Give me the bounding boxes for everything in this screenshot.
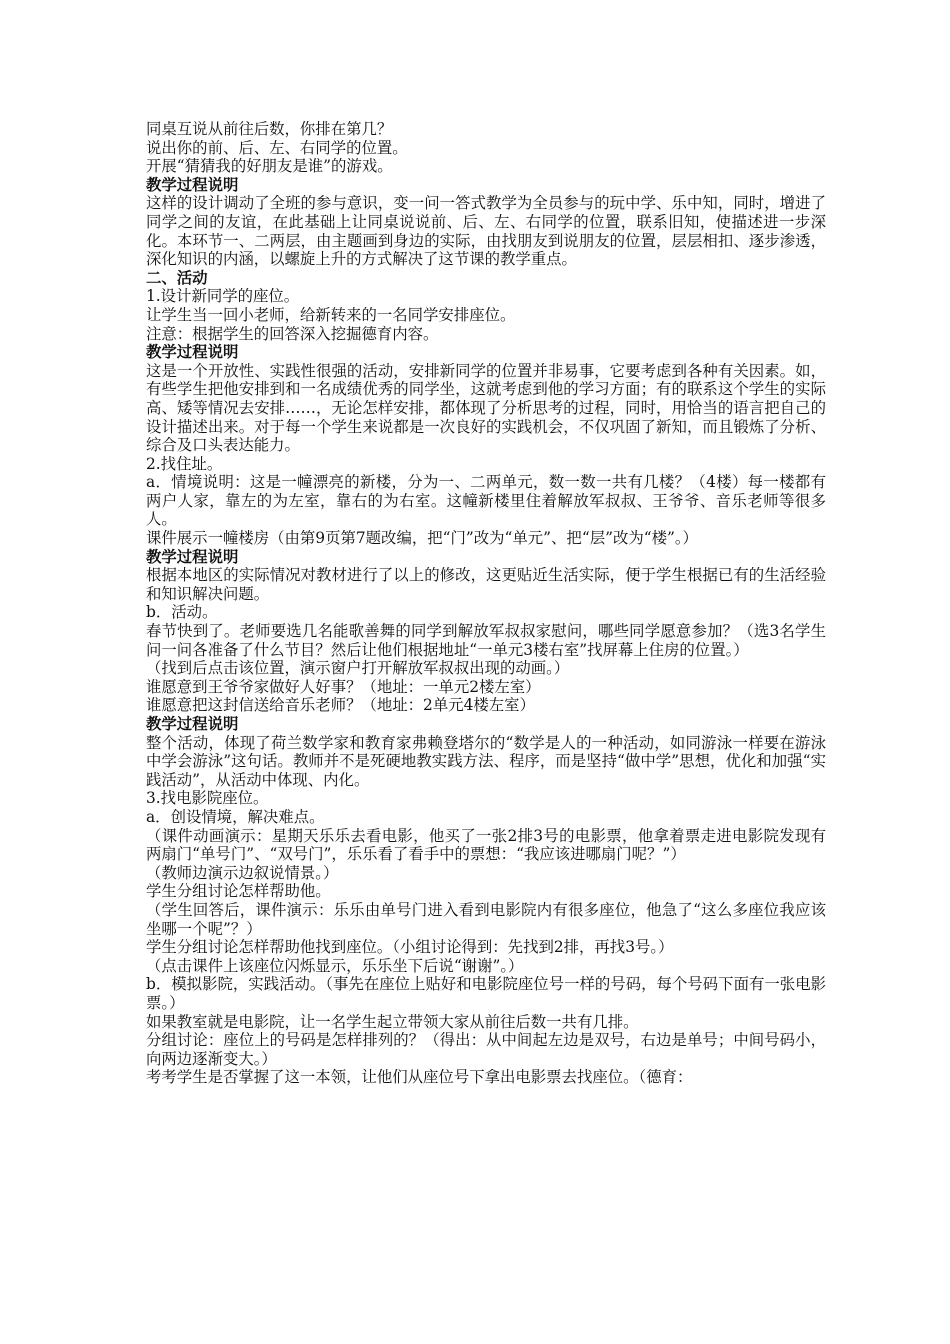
paragraph-line: 学生分组讨论怎样帮助他。 — [146, 882, 331, 901]
paragraph-line: 如果教室就是电影院，让一名学生起立带领大家从前往后数一共有几排。 — [146, 1012, 639, 1031]
paragraph-line: 春节快到了。老师要选几名能歌善舞的同学到解放军叔叔家慰问，哪些同学愿意参加？（选3名学生问一问各准备了什么节目？然后让他们根据地址“一单元3楼右室”找屏幕上住房的位置。） — [146, 622, 826, 659]
paragraph-line: （学生回答后，课件演示：乐乐由单号门进入看到电影院内有很多座位，他急了“这么多座位我应该坐哪一个呢”？） — [146, 900, 826, 938]
paragraph-line: 注意：根据学生的回答深入挖掘德育内容。 — [146, 324, 439, 343]
paragraph-line: （课件动画演示：星期天乐乐去看电影，他买了一张2排3号的电影票，他拿着票走进电影院发现有两扇门“单号门”、“双号门”，乐乐看了看手中的票想：“我应该进哪扇门呢？”） — [146, 826, 826, 864]
paragraph-line: 同桌互说从前往后数，你排在第几？ — [146, 120, 393, 138]
paragraph-line: 学生分组讨论怎样帮助他找到座位。（小组讨论得到：先找到2排，再找3号。） — [146, 938, 674, 957]
paragraph-line: 2.找住址。 — [146, 454, 223, 473]
paragraph-line: 这是一个开放性、实践性很强的活动，安排新同学的位置并非易事，它要考虑到各种有关因素。如，有些学生把他安排到和一名成绩优秀的同学坐，这就考虑到他的学习方面；有的联系这个学生的实际高、矮等情况去安排……，无论怎样安排，都体现了分析思考的过程，同时，用恰当的语言把自己的设计描述出来。对于每一个学生来说都是一次良好的实践机会，不仅巩固了新知，而且锻炼了分析、综合及口头表达能力。 — [146, 361, 826, 455]
paragraph-line: 1.设计新同学的座位。 — [146, 287, 300, 306]
paragraph-line: 开展“猜猜我的好朋友是谁”的游戏。 — [146, 157, 393, 176]
paragraph-line: （点击课件上该座位闪烁显示，乐乐坐下后说“谢谢”。） — [146, 956, 524, 975]
paragraph-line: 谁愿意到王爷爷家做好人好事？（地址：一单元2楼左室） — [146, 677, 541, 696]
paragraph-line: 说出你的前、后、左、右同学的位置。 — [146, 138, 408, 157]
paragraph-line: 让学生当一回小老师，给新转来的一名同学安排座位。 — [146, 305, 516, 324]
paragraph-line: （找到后点击该位置，演示窗户打开解放军叔叔出现的动画。） — [146, 659, 570, 678]
paragraph-line: 分组讨论：座位上的号码是怎样排列的？（得出：从中间起左边是双号，右边是单号；中间号码小，向两边逐渐变大。） — [146, 1031, 826, 1068]
paragraph-line: 考考学生是否掌握了这一本领，让他们从座位号下拿出电影票去找座位。（德育： — [146, 1068, 693, 1087]
section-heading: 教学过程说明 — [146, 715, 239, 733]
paragraph-line: 整个活动，体现了荷兰数学家和教育家弗赖登塔尔的“数学是人的一种活动，如同游泳一样要在游泳中学会游泳”这句话。教师并不是死硬地教实践方法、程序，而是坚持“做中学”思想，优化和加强“实践活动”，从活动中体现、内化。 — [146, 733, 826, 789]
paragraph-line: b．活动。 — [146, 603, 218, 622]
paragraph-line: 这样的设计调动了全班的参与意识，变一问一答式教学为全员参与的玩中学、乐中知，同时，增进了同学之间的友谊，在此基础上让同桌说说前、后、左、右同学的位置，联系旧知，使描述进一步深化。本环节一、二两层，由主题画到身边的实际，由找朋友到说朋友的位置，层层相扣、逐步渗透，深化知识的内涵，以螺旋上升的方式解决了这节课的教学重点。 — [146, 194, 826, 269]
paragraph-line: 根据本地区的实际情况对教材进行了以上的修改，这更贴近生活实际，便于学生根据已有的生活经验和知识解决问题。 — [146, 566, 826, 603]
paragraph-line: b．模拟影院，实践活动。（事先在座位上贴好和电影院座位号一样的号码，每个号码下面有一张电影票。） — [146, 975, 826, 1012]
section-heading: 二、活动 — [146, 268, 208, 287]
paragraph-line: 课件展示一幢楼房（由第9页第7题改编，把“门”改为“单元”、把“层”改为“楼”。） — [146, 529, 698, 548]
paragraph-line: a．情境说明：这是一幢漂亮的新楼，分为一、二两单元，数一数一共有几楼？（4楼）每一楼都有两户人家，靠左的为左室，靠右的为右室。这幢新楼里住着解放军叔叔、王爷爷、音乐老师等很多人。 — [146, 473, 826, 529]
document-page — [146, 120, 826, 1087]
paragraph-line: 谁愿意把这封信送给音乐老师？（地址：2单元4楼左室） — [146, 696, 535, 715]
paragraph-line: （教师边演示边叙说情景。） — [146, 863, 339, 882]
paragraph-line: a．创设情境，解决难点。 — [146, 807, 325, 826]
section-heading: 教学过程说明 — [146, 343, 239, 362]
paragraph-line: 3.找电影院座位。 — [146, 789, 269, 808]
section-heading: 教学过程说明 — [146, 175, 239, 194]
section-heading: 教学过程说明 — [146, 547, 239, 566]
